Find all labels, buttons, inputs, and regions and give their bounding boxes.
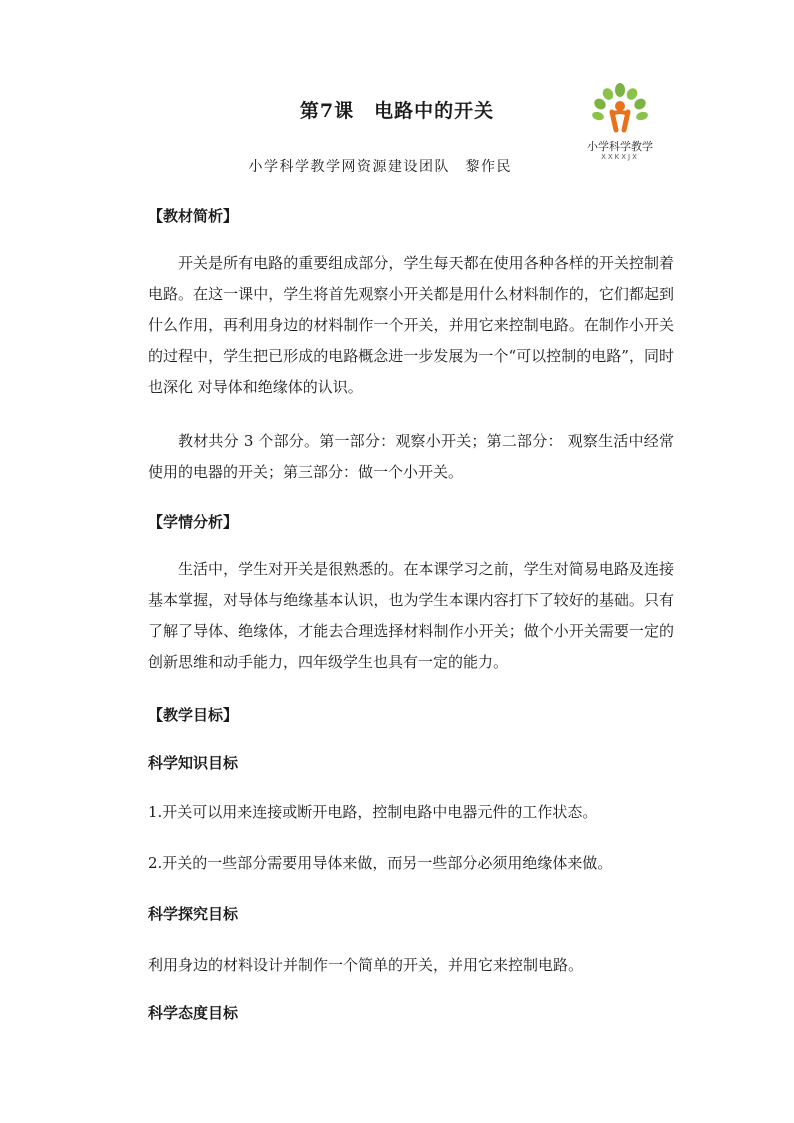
paragraph-student-analysis: 生活中，学生对开关是很熟悉的。在本课学习之前，学生对简易电路及连接基本掌握，对导体与绝缘基本认识，也为学生本课内容打下了较好的基础。只有了解了导体、绝缘体，才能去合理选择材料制作小开关；做个小开关需要一定的创新思维和动手能力，四年级学生也具有一定的能力。 — [148, 560, 674, 671]
tree-logo-icon — [572, 80, 668, 140]
inquiry-goal-1: 利用身边的材料设计并制作一个简单的开关，并用它来控制电路。 — [148, 956, 584, 974]
subheading-inquiry-goals: 科学探究目标 — [148, 905, 239, 923]
subheading-attitude-goals: 科学态度目标 — [148, 1004, 239, 1022]
author-line: 小学科学教学网资源建设团队 黎作民 — [248, 159, 512, 175]
heading-teaching-goals: 【教学目标】 — [148, 706, 239, 724]
heading-textbook-analysis: 【教材简析】 — [148, 207, 239, 225]
heading-student-analysis: 【学情分析】 — [148, 513, 239, 531]
knowledge-goal-2: 2.开关的一些部分需要用导体来做，而另一些部分必须用绝缘体来做。 — [148, 854, 613, 872]
page-title: 第7课 电路中的开关 — [299, 100, 495, 122]
subheading-knowledge-goals: 科学知识目标 — [148, 754, 239, 772]
site-logo — [572, 80, 668, 164]
logo-sub: XXKXJX — [601, 153, 639, 161]
paragraph-textbook-analysis-2: 教材共分 3 个部分。第一部分：观察小开关；第二部分： 观察生活中经常使用的电器的开关；第三部分：做一个小开关。 — [148, 432, 674, 481]
logo-name: 小学科学教学 — [587, 140, 653, 153]
paragraph-textbook-analysis-1: 开关是所有电路的重要组成部分，学生每天都在使用各种各样的开关控制着电路。在这一课中，学生将首先观察小开关都是用什么材料制作的，它们都起到 什么作用，再利用身边的材料制作一个开关，并用它来控制电路。在制作小开关 的过程中，学生把已形成的电路概念进一步发展为一个“可以控制的电路”，同时也深化 对导体和绝缘体的认识。 — [148, 254, 674, 396]
knowledge-goal-1: 1.开关可以用来连接或断开电路，控制电路中电器元件的工作状态。 — [148, 803, 598, 821]
